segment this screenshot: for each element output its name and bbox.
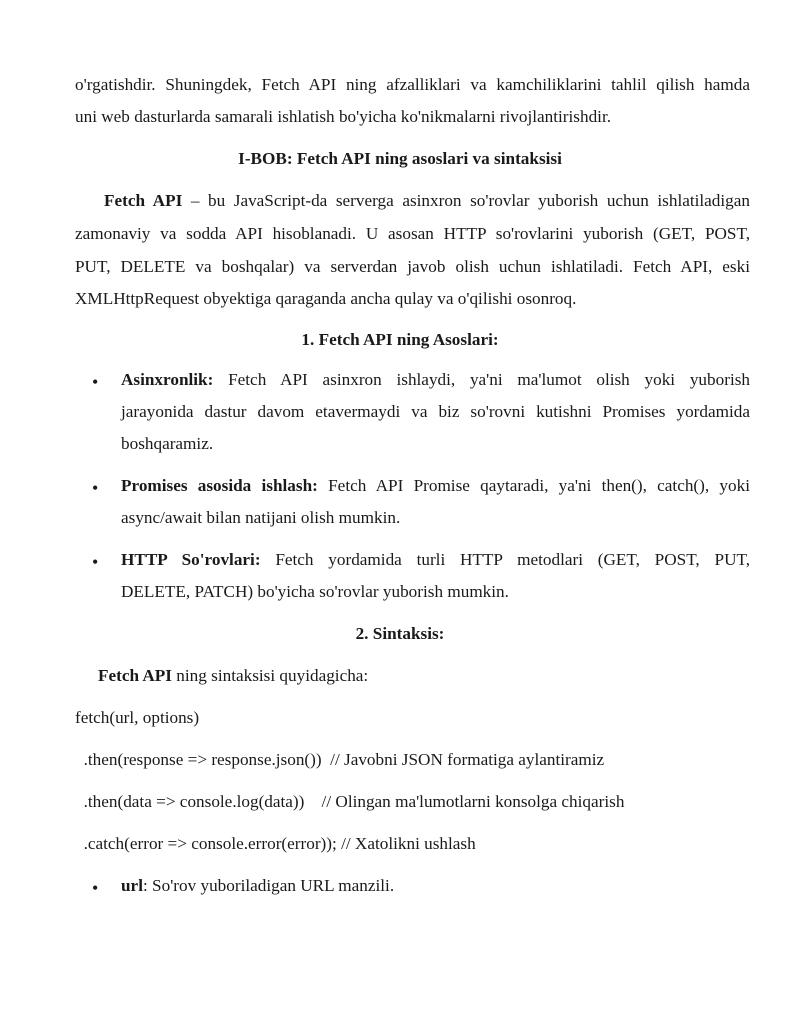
definition-line-1-rest: – bu JavaScript-da serverga asinxron so'rovlar yuborish uchun ishlatiladigan bbox=[182, 191, 750, 210]
bullet-marker: • bbox=[92, 478, 99, 498]
param-bullet-url bbox=[121, 875, 750, 897]
bullet-1-line-2: jarayonida dastur davom etavermaydi va biz so'rovni kutishni Promises yordamida bbox=[121, 402, 750, 421]
intro-line-1: o'rgatishdir. Shuningdek, Fetch API ning afzalliklari va kamchiliklarini tahlil qilish hamda bbox=[75, 75, 750, 94]
bullet-1-line-3: boshqaramiz. bbox=[121, 434, 214, 453]
bullet-marker: • bbox=[92, 552, 99, 572]
bullet-2-line-2: async/await bilan natijani olish mumkin. bbox=[121, 508, 401, 527]
bullet-3-line-1 bbox=[121, 549, 750, 571]
code-line-2: .then(response => response.json()) // Javobni JSON formatiga aylantiramiz bbox=[75, 750, 605, 769]
bullet-1-line-1-rest: Fetch API asinxron ishlaydi, ya'ni ma'lumot olish yoki yuborish bbox=[213, 370, 750, 389]
intro-line-2: uni web dasturlarda samarali ishlatish bo'yicha ko'nikmalarni rivojlantirishdir. bbox=[75, 107, 612, 126]
bullet-1-line-1 bbox=[121, 369, 750, 391]
definition-term: Fetch API bbox=[104, 191, 183, 210]
code-line-3: .then(data => console.log(data)) // Olingan ma'lumotlarni konsolga chiqarish bbox=[75, 792, 625, 811]
definition-line-2: zamonaviy va sodda API hisoblanadi. U asosan HTTP so'rovlarini yuborish (GET, POST, bbox=[75, 224, 750, 243]
bullet-2-line-1 bbox=[121, 475, 750, 497]
param-description: : So'rov yuboriladigan URL manzili. bbox=[142, 876, 395, 895]
bullet-3-term: HTTP So'rovlari: bbox=[121, 550, 261, 569]
param-term: url bbox=[121, 876, 143, 895]
bullet-marker: • bbox=[92, 372, 99, 392]
code-line-4: .catch(error => console.error(error)); // Xatolikni ushlash bbox=[75, 834, 476, 853]
definition-line-1 bbox=[104, 190, 750, 212]
section2-title: 2. Sintaksis: bbox=[355, 624, 445, 643]
definition-line-3: PUT, DELETE va boshqalar) va serverdan javob olish uchun ishlatiladi. Fetch API, eski bbox=[75, 257, 750, 276]
bullet-3-line-2: DELETE, PATCH) bo'yicha so'rovlar yuborish mumkin. bbox=[121, 582, 509, 601]
syntax-intro bbox=[98, 665, 750, 687]
section1-title: 1. Fetch API ning Asoslari: bbox=[301, 330, 499, 349]
bullet-1-term: Asinxronlik: bbox=[121, 370, 214, 389]
syntax-intro-rest: ning sintaksisi quyidagicha: bbox=[172, 666, 369, 685]
definition-line-4: XMLHttpRequest obyektiga qaraganda ancha qulay va o'qilishi osonroq. bbox=[75, 289, 577, 308]
bullet-3-line-1-rest: Fetch yordamida turli HTTP metodlari (GET, POST, PUT, bbox=[260, 550, 750, 569]
code-line-1: fetch(url, options) bbox=[75, 708, 200, 727]
chapter-title: I-BOB: Fetch API ning asoslari va sintaksisi bbox=[238, 149, 562, 168]
bullet-2-term: Promises asosida ishlash: bbox=[121, 476, 318, 495]
bullet-2-line-1-rest: Fetch API Promise qaytaradi, ya'ni then(), catch(), yoki bbox=[317, 476, 750, 495]
bullet-marker: • bbox=[92, 878, 99, 898]
syntax-intro-term: Fetch API bbox=[98, 666, 172, 685]
